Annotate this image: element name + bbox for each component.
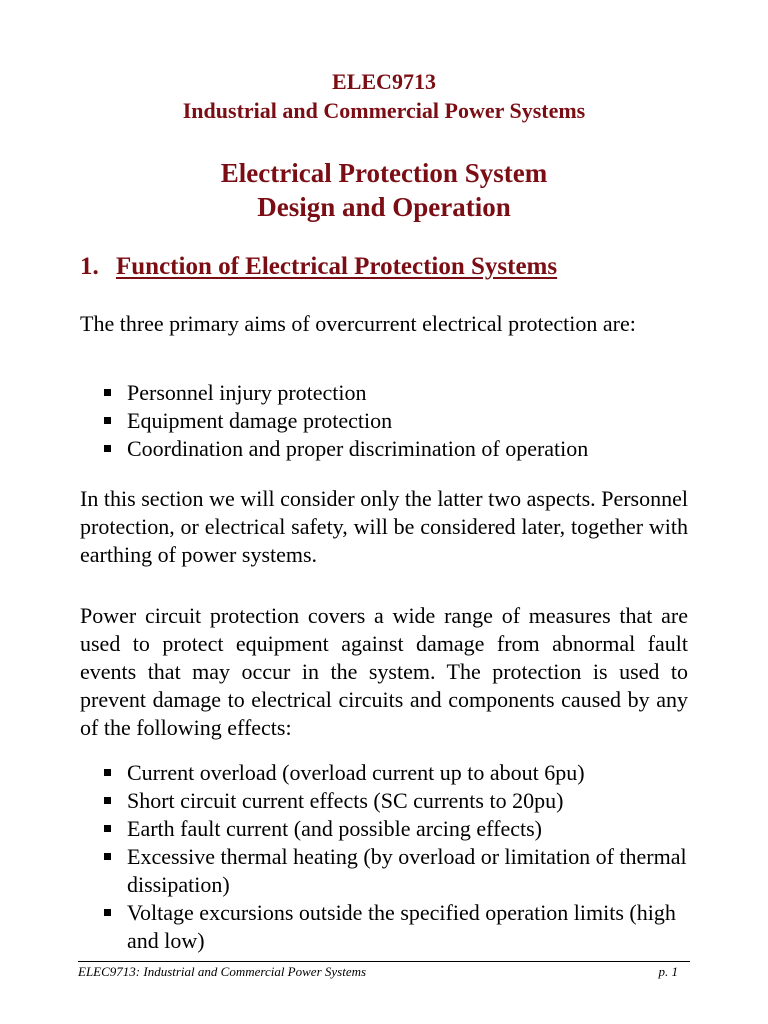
coverage-paragraph: Power circuit protection covers a wide range of measures that are used to protect equipment against damage from abnormal fault events that may occur in the system. The protection is used to prevent damage to electrical circuits and components caused by any of the following effects: xyxy=(80,603,688,740)
bullet-square-icon xyxy=(104,389,111,396)
list-item-text: Excessive thermal heating (by overload or limitation of thermal dissipation) xyxy=(127,844,687,897)
list-item-text: Earth fault current (and possible arcing effects) xyxy=(127,816,542,841)
list-item-text: Current overload (overload current up to about 6pu) xyxy=(127,760,585,785)
list-item-text: Personnel injury protection xyxy=(127,380,367,405)
list-item xyxy=(104,815,694,843)
bullet-square-icon xyxy=(104,417,111,424)
intro-paragraph: The three primary aims of overcurrent electrical protection are: xyxy=(80,311,636,336)
bullet-square-icon xyxy=(104,445,111,452)
list-item-text: Equipment damage protection xyxy=(127,408,393,433)
list-item-text: Coordination and proper discrimination of operation xyxy=(127,436,589,461)
section-title: Function of Electrical Protection Systems xyxy=(116,253,558,280)
list-item-text: Short circuit current effects (SC currents to 20pu) xyxy=(127,788,564,813)
list-item-text: Voltage excursions outside the specified operation limits (high and low) xyxy=(127,900,676,953)
section-heading xyxy=(80,251,557,283)
bullet-square-icon xyxy=(104,825,111,832)
effects-list xyxy=(104,759,694,955)
footer-divider xyxy=(78,961,690,962)
list-item xyxy=(104,435,694,463)
document-title-line-1: Electrical Protection System xyxy=(220,158,548,188)
section-number: 1. xyxy=(80,253,99,280)
list-item xyxy=(104,407,694,435)
list-item xyxy=(104,759,694,787)
list-item xyxy=(104,787,694,815)
course-code: ELEC9713 xyxy=(332,69,436,94)
bullet-square-icon xyxy=(104,797,111,804)
list-item xyxy=(104,379,694,407)
bullet-square-icon xyxy=(104,853,111,860)
aims-list xyxy=(104,379,694,463)
bullet-square-icon xyxy=(104,769,111,776)
footer-course-label: ELEC9713: Industrial and Commercial Power Systems xyxy=(78,964,367,979)
document-title-line-2: Design and Operation xyxy=(257,192,511,222)
page-number: p. 1 xyxy=(658,964,678,979)
scope-paragraph: In this section we will consider only the latter two aspects. Personnel protection, or electrical safety, will be considered later, together with earthing of power systems. xyxy=(80,486,688,567)
list-item xyxy=(104,899,694,955)
bullet-square-icon xyxy=(104,909,111,916)
list-item xyxy=(104,843,694,899)
course-name: Industrial and Commercial Power Systems xyxy=(182,98,586,123)
